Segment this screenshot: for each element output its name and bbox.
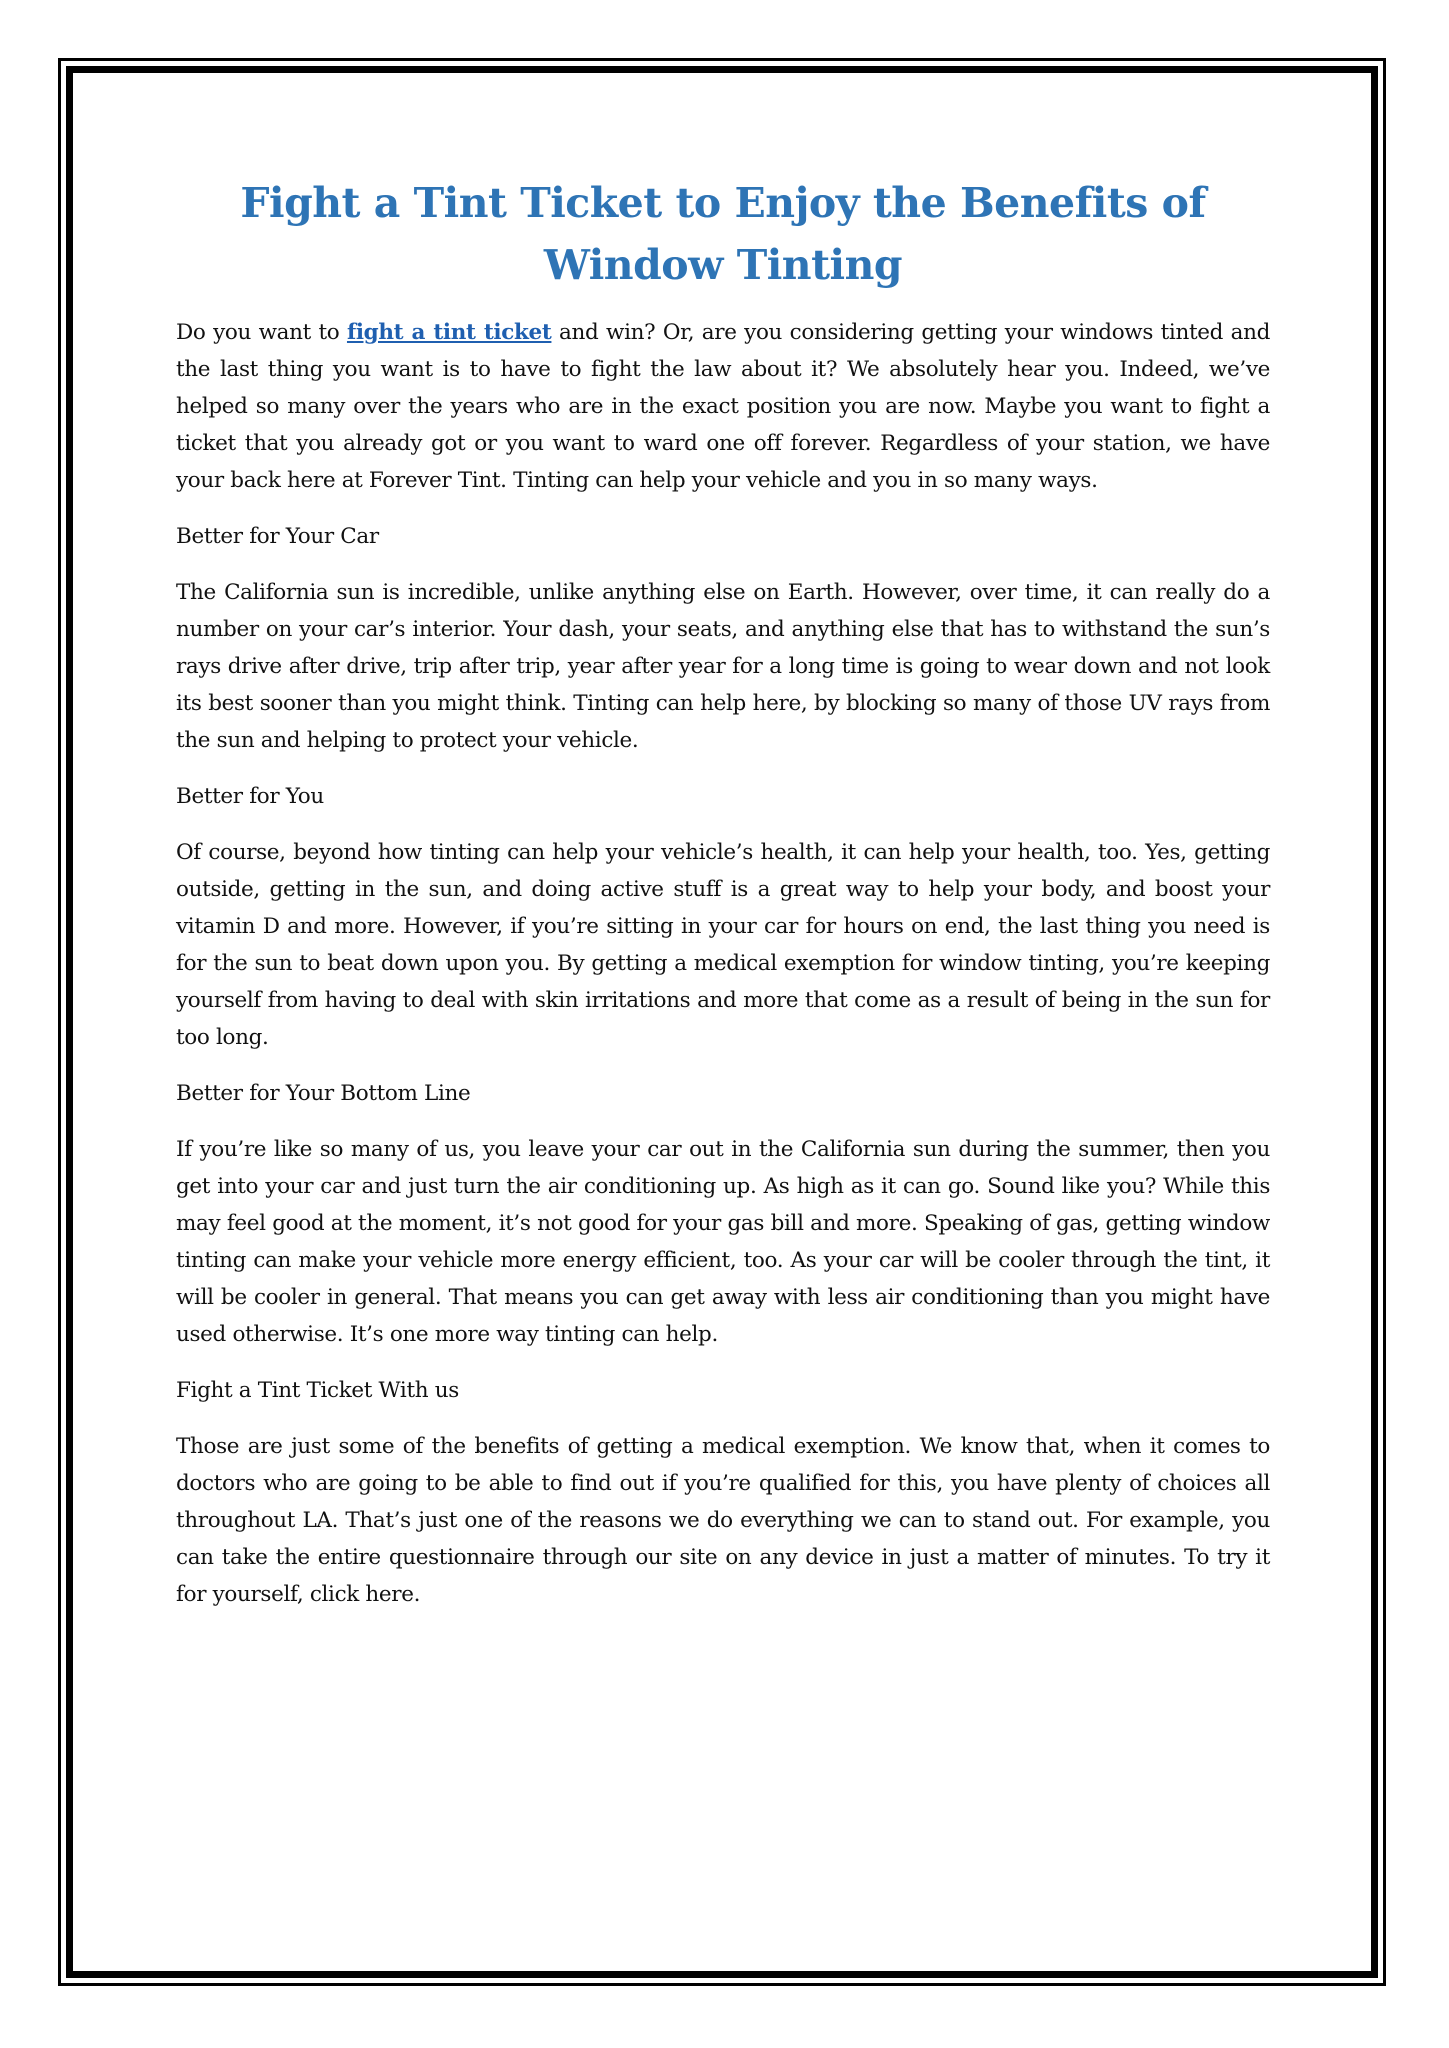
section-heading: Better for You — [176, 784, 324, 809]
section-paragraph: Of course, beyond how tinting can help your vehicle’s health, it can help your health, too. Yes, getting outside, getting in the sun, and doing active stuff is a great way to help your body, and boost your vitamin D and more. However, if you’re sitting in your car for hours on end, the last thing you need is for the sun to beat down upon you. By getting a medical exemption for window tinting, you’re keeping yourself from having to deal with skin irritations and more that come as a result of being in the sun for too long. — [176, 840, 1270, 1050]
section-paragraph: Those are just some of the benefits of getting a medical exemption. We know that, when it comes to doctors who are going to be able to find out if you’re qualified for this, you have plenty of choices all throughout LA. That’s just one of the reasons we do everything we can to stand out. For example, you can take the entire questionnaire through our site on any device in just a matter of minutes. To try it for yourself, click here. — [176, 1434, 1270, 1607]
fight-tint-ticket-link[interactable]: fight a tint ticket — [346, 320, 552, 345]
section-heading: Better for Your Car — [176, 524, 379, 549]
intro-text-end: and win? Or, are you considering getting your windows tinted and the last thing you want is to have to fight the law about it? We absolutely hear you. Indeed, we’ve helped so many over the years who are in the exact position you are now. Maybe you want to fight a ticket that you already got or you want to ward one off forever. Regardless of your station, we have your back here at Forever Tint. Tinting can help your vehicle and you in so many ways. — [176, 320, 1271, 493]
intro-text-start: Do you want to — [176, 320, 347, 345]
intro-paragraph — [176, 314, 1270, 499]
section-heading: Better for Your Bottom Line — [176, 1081, 471, 1106]
section-paragraph: The California sun is incredible, unlike anything else on Earth. However, over time, it can really do a number on your car’s interior. Your dash, your seats, and anything else that has to withstand the sun’s rays drive after drive, trip after trip, year after year for a long time is going to wear down and not look its best sooner than you might think. Tinting can help here, by blocking so many of those UV rays from the sun and helping to protect your vehicle. — [176, 580, 1270, 753]
section-heading: Fight a Tint Ticket With us — [176, 1378, 459, 1403]
document-body — [176, 172, 1270, 1632]
section-paragraph: If you’re like so many of us, you leave your car out in the California sun during the summer, then you get into your car and just turn the air conditioning up. As high as it can go. Sound like you? While this may feel good at the moment, it’s not good for your gas bill and more. Speaking of gas, getting window tinting can make your vehicle more energy efficient, too. As your car will be cooler through the tint, it will be cooler in general. That means you can get away with less air conditioning than you might have used otherwise. It’s one more way tinting can help. — [176, 1137, 1270, 1347]
document-title: Fight a Tint Ticket to Enjoy the Benefits of Window Tinting — [240, 179, 1206, 289]
